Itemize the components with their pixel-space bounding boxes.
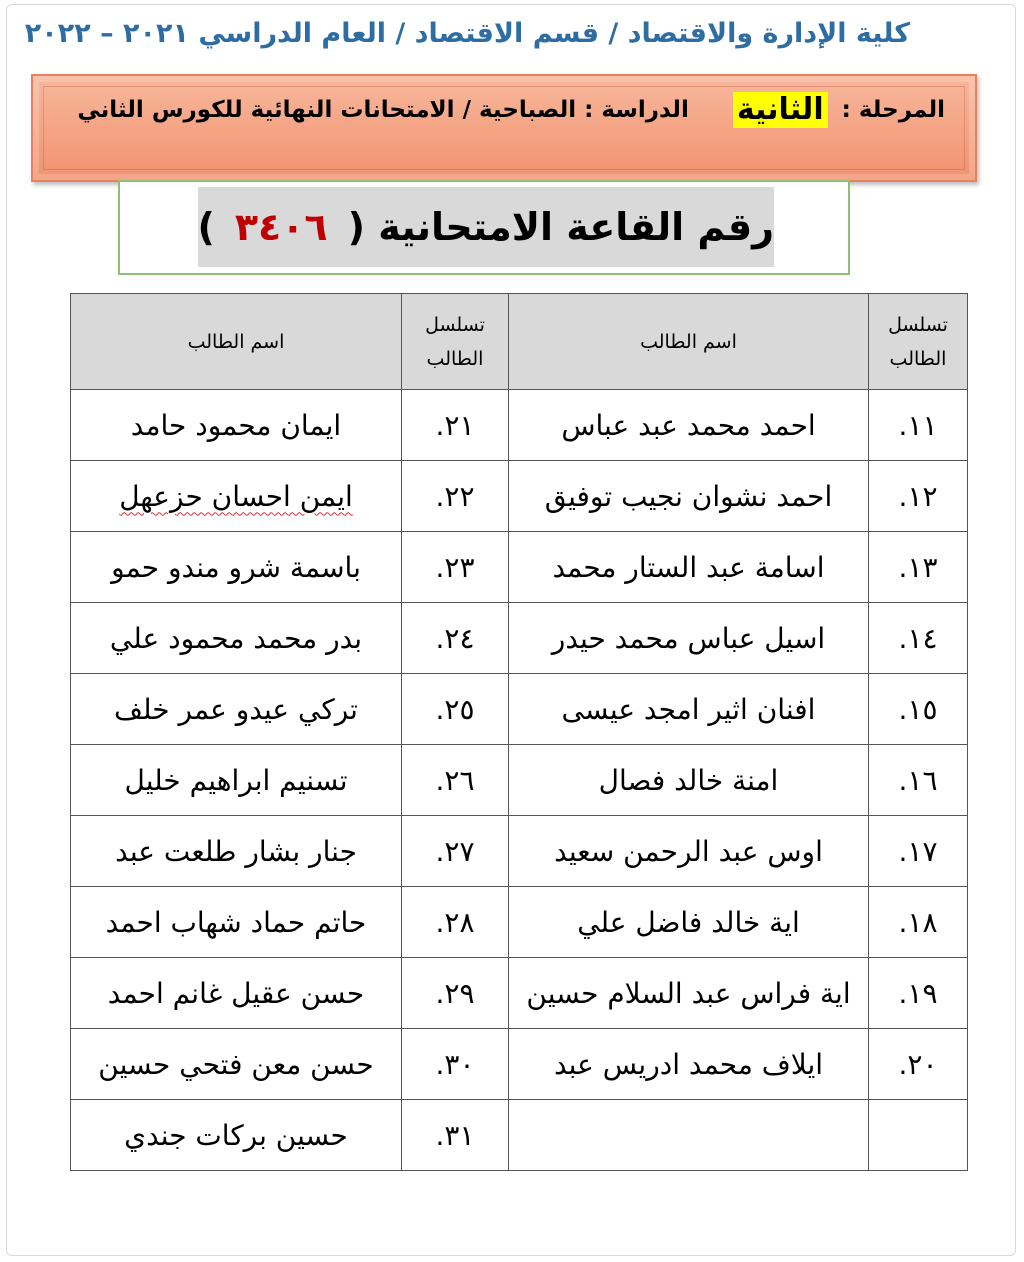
student-name-cell: ايلاف محمد ادريس عبد [509, 1029, 869, 1100]
table-row [71, 958, 968, 1029]
header-seq-2: تسلسل الطالب [402, 294, 509, 390]
room-close-paren: ) [197, 205, 215, 249]
student-name-cell: اسامة عبد الستار محمد [509, 532, 869, 603]
seq-cell: ٢٣. [402, 532, 509, 603]
table-row [71, 461, 968, 532]
seq-cell: ١٨. [869, 887, 968, 958]
student-name-cell: اية خالد فاضل علي [509, 887, 869, 958]
seq-cell: ٣١. [402, 1100, 509, 1171]
seq-cell: ١٩. [869, 958, 968, 1029]
student-roster-table [70, 293, 968, 1171]
student-name-cell: حسين بركات جندي [71, 1100, 402, 1171]
seq-cell: ٢٤. [402, 603, 509, 674]
student-name-cell [71, 461, 402, 532]
seq-cell: ٢٧. [402, 816, 509, 887]
table-row [71, 745, 968, 816]
seq-cell: ٢٠. [869, 1029, 968, 1100]
seq-cell: ١٣. [869, 532, 968, 603]
seq-cell: ١١. [869, 390, 968, 461]
student-name-cell: احمد نشوان نجيب توفيق [509, 461, 869, 532]
table-row [71, 390, 968, 461]
stage-value: الثانية [733, 92, 828, 128]
student-name-cell: تسنيم ابراهيم خليل [71, 745, 402, 816]
spellcheck-underlined-name: ايمن احسان حزعهل [119, 479, 353, 513]
study-label: الدراسة : [584, 97, 689, 123]
student-name-cell: امنة خالد فصال [509, 745, 869, 816]
banner-text [65, 92, 945, 160]
student-name-cell: اسيل عباس محمد حيدر [509, 603, 869, 674]
student-name-cell: بدر محمد محمود علي [71, 603, 402, 674]
page-title: كلية الإدارة والاقتصاد / قسم الاقتصاد / العام الدراسي ٢٠٢١ – ٢٠٢٢ [24, 18, 910, 49]
exam-room-heading [198, 187, 774, 267]
room-label: رقم القاعة الامتحانية ( [347, 205, 774, 249]
table-row [71, 674, 968, 745]
seq-cell: ٢٦. [402, 745, 509, 816]
student-name-cell: احمد محمد عبد عباس [509, 390, 869, 461]
seq-cell: ٣٠. [402, 1029, 509, 1100]
seq-cell: ٢٢. [402, 461, 509, 532]
seq-cell: ٢٨. [402, 887, 509, 958]
seq-cell: ١٢. [869, 461, 968, 532]
table-header-row [71, 294, 968, 390]
student-name-cell: جنار بشار طلعت عبد [71, 816, 402, 887]
student-name-cell: افنان اثير امجد عيسى [509, 674, 869, 745]
seq-cell [869, 1100, 968, 1171]
seq-cell: ١٥. [869, 674, 968, 745]
seq-cell: ١٦. [869, 745, 968, 816]
room-number: ٣٤٠٦ [234, 205, 328, 249]
student-name-cell: حاتم حماد شهاب احمد [71, 887, 402, 958]
table-row [71, 1100, 968, 1171]
student-name-cell: ايمان محمود حامد [71, 390, 402, 461]
info-banner [31, 74, 977, 182]
student-name-cell: حسن عقيل غانم احمد [71, 958, 402, 1029]
seq-cell: ٢١. [402, 390, 509, 461]
header-name-1: اسم الطالب [509, 294, 869, 390]
seq-cell: ١٧. [869, 816, 968, 887]
student-name-cell: باسمة شرو مندو حمو [71, 532, 402, 603]
header-name-2: اسم الطالب [71, 294, 402, 390]
seq-cell: ١٤. [869, 603, 968, 674]
study-value: الصباحية / الامتحانات النهائية للكورس الثاني [77, 97, 577, 123]
table-row [71, 1029, 968, 1100]
table-row [71, 532, 968, 603]
stage-label: المرحلة : [841, 97, 945, 123]
student-name-cell [509, 1100, 869, 1171]
table-row [71, 603, 968, 674]
student-name-cell: تركي عيدو عمر خلف [71, 674, 402, 745]
table-row [71, 887, 968, 958]
header-seq-1: تسلسل الطالب [869, 294, 968, 390]
student-name-cell: حسن معن فتحي حسين [71, 1029, 402, 1100]
seq-cell: ٢٩. [402, 958, 509, 1029]
table-row [71, 816, 968, 887]
student-name-cell: اية فراس عبد السلام حسين [509, 958, 869, 1029]
student-name-cell: اوس عبد الرحمن سعيد [509, 816, 869, 887]
seq-cell: ٢٥. [402, 674, 509, 745]
exam-room-box [118, 180, 850, 275]
